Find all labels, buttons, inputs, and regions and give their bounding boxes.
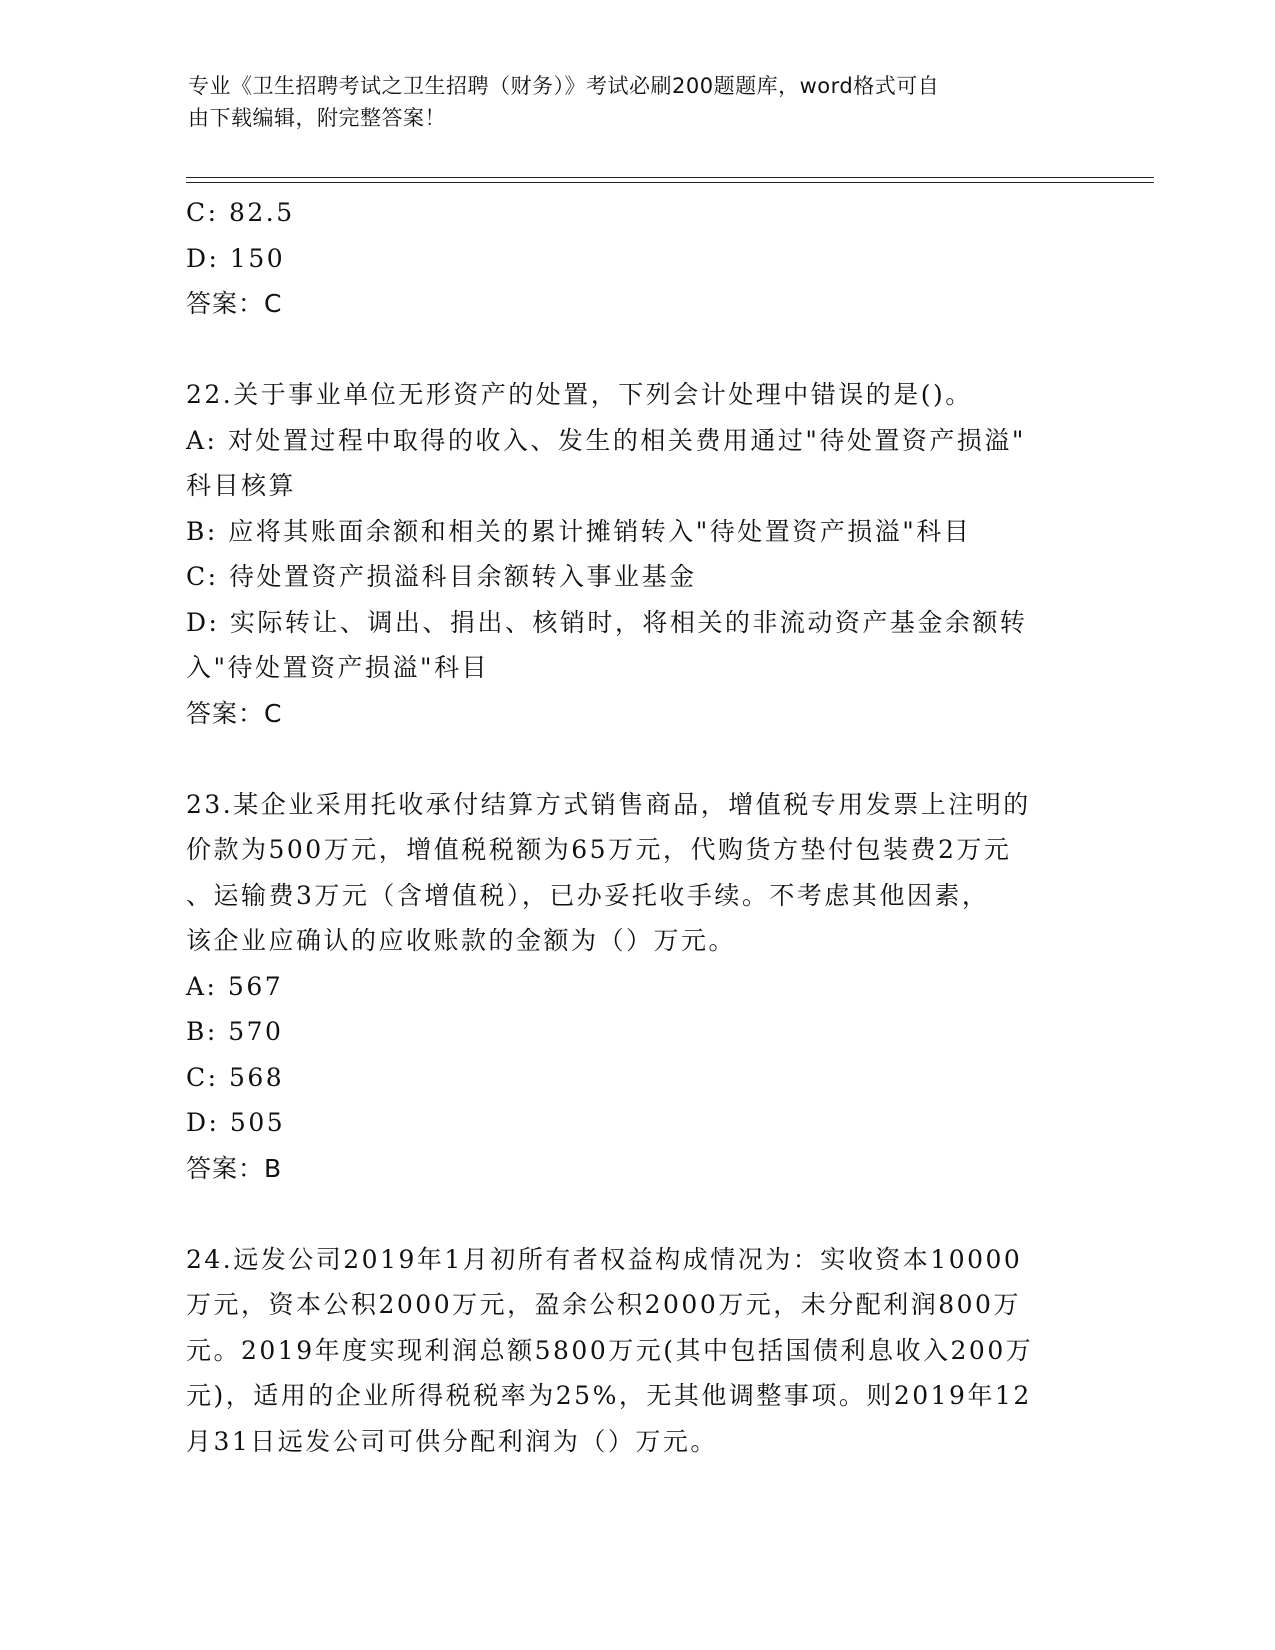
header-line-1: 专业《卫生招聘考试之卫生招聘（财务）》考试必刷200题题库，word格式可自 [188, 74, 940, 98]
question-text-cont: 元。2019年度实现利润总额5800万元(其中包括国债利息收入200万 [186, 1335, 1034, 1365]
option-d: D: 150 [186, 243, 286, 273]
question-text-cont: 月31日远发公司可供分配利润为（）万元。 [186, 1426, 718, 1456]
option-b: B: 570 [186, 1017, 284, 1046]
answer-line: 答案：B [186, 1153, 283, 1183]
option-c: C: 568 [186, 1062, 285, 1092]
option-d: D: 505 [186, 1108, 286, 1137]
question-22 [186, 372, 1066, 736]
option-a: A: 对处置过程中取得的收入、发生的相关费用通过"待处置资产损溢" [186, 425, 1026, 455]
option-c: C: 待处置资产损溢科目余额转入事业基金 [186, 562, 697, 591]
question-21-tail [186, 190, 1066, 327]
option-d-cont: 入"待处置资产损溢"科目 [186, 653, 489, 682]
option-c: C: 82.5 [186, 198, 295, 227]
answer-line: 答案：C [186, 289, 283, 318]
question-text: 23.某企业采用托收承付结算方式销售商品，增值税专用发票上注明的 [186, 789, 1031, 819]
answer-line: 答案：C [186, 698, 283, 728]
header-rule-bottom [186, 182, 1154, 183]
document-body [186, 190, 1066, 1464]
option-a: A: 567 [186, 971, 284, 1001]
question-text: 22.关于事业单位无形资产的处置，下列会计处理中错误的是()。 [186, 380, 973, 409]
question-text-cont: 元)，适用的企业所得税税率为25%，无其他调整事项。则2019年12 [186, 1381, 1032, 1410]
question-text-cont: 万元，资本公积2000万元，盈余公积2000万元，未分配利润800万 [186, 1290, 1021, 1319]
question-24 [186, 1237, 1066, 1465]
question-text-cont: 、运输费3万元（含增值税），已办妥托收手续。不考虑其他因素， [186, 880, 990, 910]
question-text-cont: 该企业应确认的应收账款的金额为（）万元。 [186, 926, 737, 955]
question-text: 24.远发公司2019年1月初所有者权益构成情况为：实收资本10000 [186, 1244, 1023, 1274]
header-line-2: 由下载编辑，附完整答案！ [188, 106, 446, 130]
header-rule-top [186, 177, 1154, 178]
option-b: B: 应将其账面余额和相关的累计摊销转入"待处置资产损溢"科目 [186, 516, 972, 546]
question-23 [186, 782, 1066, 1192]
question-text-cont: 价款为500万元，增值税税额为65万元，代购货方垫付包装费2万元 [186, 835, 1012, 864]
document-header [188, 70, 1068, 134]
option-a-cont: 科目核算 [186, 471, 297, 500]
option-d: D: 实际转让、调出、捐出、核销时，将相关的非流动资产基金余额转 [186, 607, 1028, 637]
